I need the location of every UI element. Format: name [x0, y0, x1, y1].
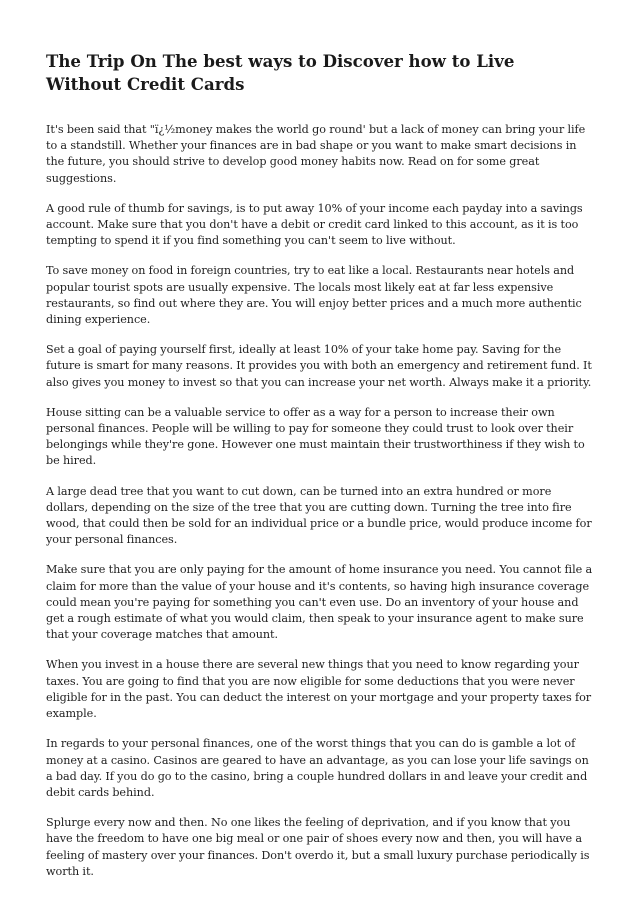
paragraph-4: Set a goal of paying yourself first, ideally at least 10% of your take home pay. Saving for the future is smart for many reasons. It provides you with both an emergency and retirement fund. It also gives you money to invest so that you can increase your net worth. Always make it a priority. — [46, 343, 592, 389]
paragraph-8: When you invest in a house there are several new things that you need to know regarding your taxes. You are going to find that you are now eligible for some deductions that you were never eligible for in the past. You can deduct the interest on your mortgage and your property taxes for example. — [46, 658, 592, 721]
document-page — [46, 50, 594, 894]
paragraph-1: It's been said that "ï¿½money makes the world go round' but a lack of money can bring your life to a standstill. Whether your finances are in bad shape or you want to make smart decisions in the future, you should strive to develop good money habits now. Read on for some great suggestions. — [46, 123, 586, 185]
paragraph-6: A large dead tree that you want to cut down, can be turned into an extra hundred or more dollars, depending on the size of the tree that you are cutting down. Turning the tree into fire wood, that could then be sold for an individual price or a bundle price, would produce income for your personal finances. — [46, 484, 592, 547]
paragraph-5: House sitting can be a valuable service to offer as a way for a person to increase their own personal finances. People will be willing to pay for someone they could trust to look over their belongings while they're gone. However one must maintain their trustworthiness if they wish to be hired. — [46, 405, 585, 468]
paragraph-3: To save money on food in foreign countries, try to eat like a local. Restaurants near hotels and popular tourist spots are usually expensive. The locals most likely eat at far less expensive restaurants, so find out where they are. You will enjoy better prices and a much more authentic dining experience. — [46, 264, 582, 327]
paragraph-10: Splurge every now and then. No one likes the feeling of deprivation, and if you know that you have the freedom to have one big meal or one pair of shoes every now and then, you will have a feeling of mastery over your finances. Don't overdo it, but a small luxury purchase periodically is worth it. — [46, 816, 590, 878]
paragraph-9: In regards to your personal finances, one of the worst things that you can do is gamble a lot of money at a casino. Casinos are geared to have an advantage, as you can lose your life savings on a bad day. If you do go to the casino, bring a couple hundred dollars in and leave your credit and debit cards behind. — [46, 737, 589, 799]
document-title: The Trip On The best ways to Discover how to Live Without Credit Cards — [46, 51, 515, 94]
paragraph-7: Make sure that you are only paying for the amount of home insurance you need. You cannot file a claim for more than the value of your house and it's contents, so having high insurance coverage could mean you're paying for something you can't even use. Do an inventory of your house and get a rough estimate of what you would claim, then speak to your insurance agent to make sure that your coverage matches that amount. — [46, 563, 593, 642]
paragraph-2: A good rule of thumb for savings, is to put away 10% of your income each payday into a savings account. Make sure that you don't have a debit or credit card linked to this account, as it is too tempting to spend it if you find something you can't seem to live without. — [46, 201, 583, 248]
